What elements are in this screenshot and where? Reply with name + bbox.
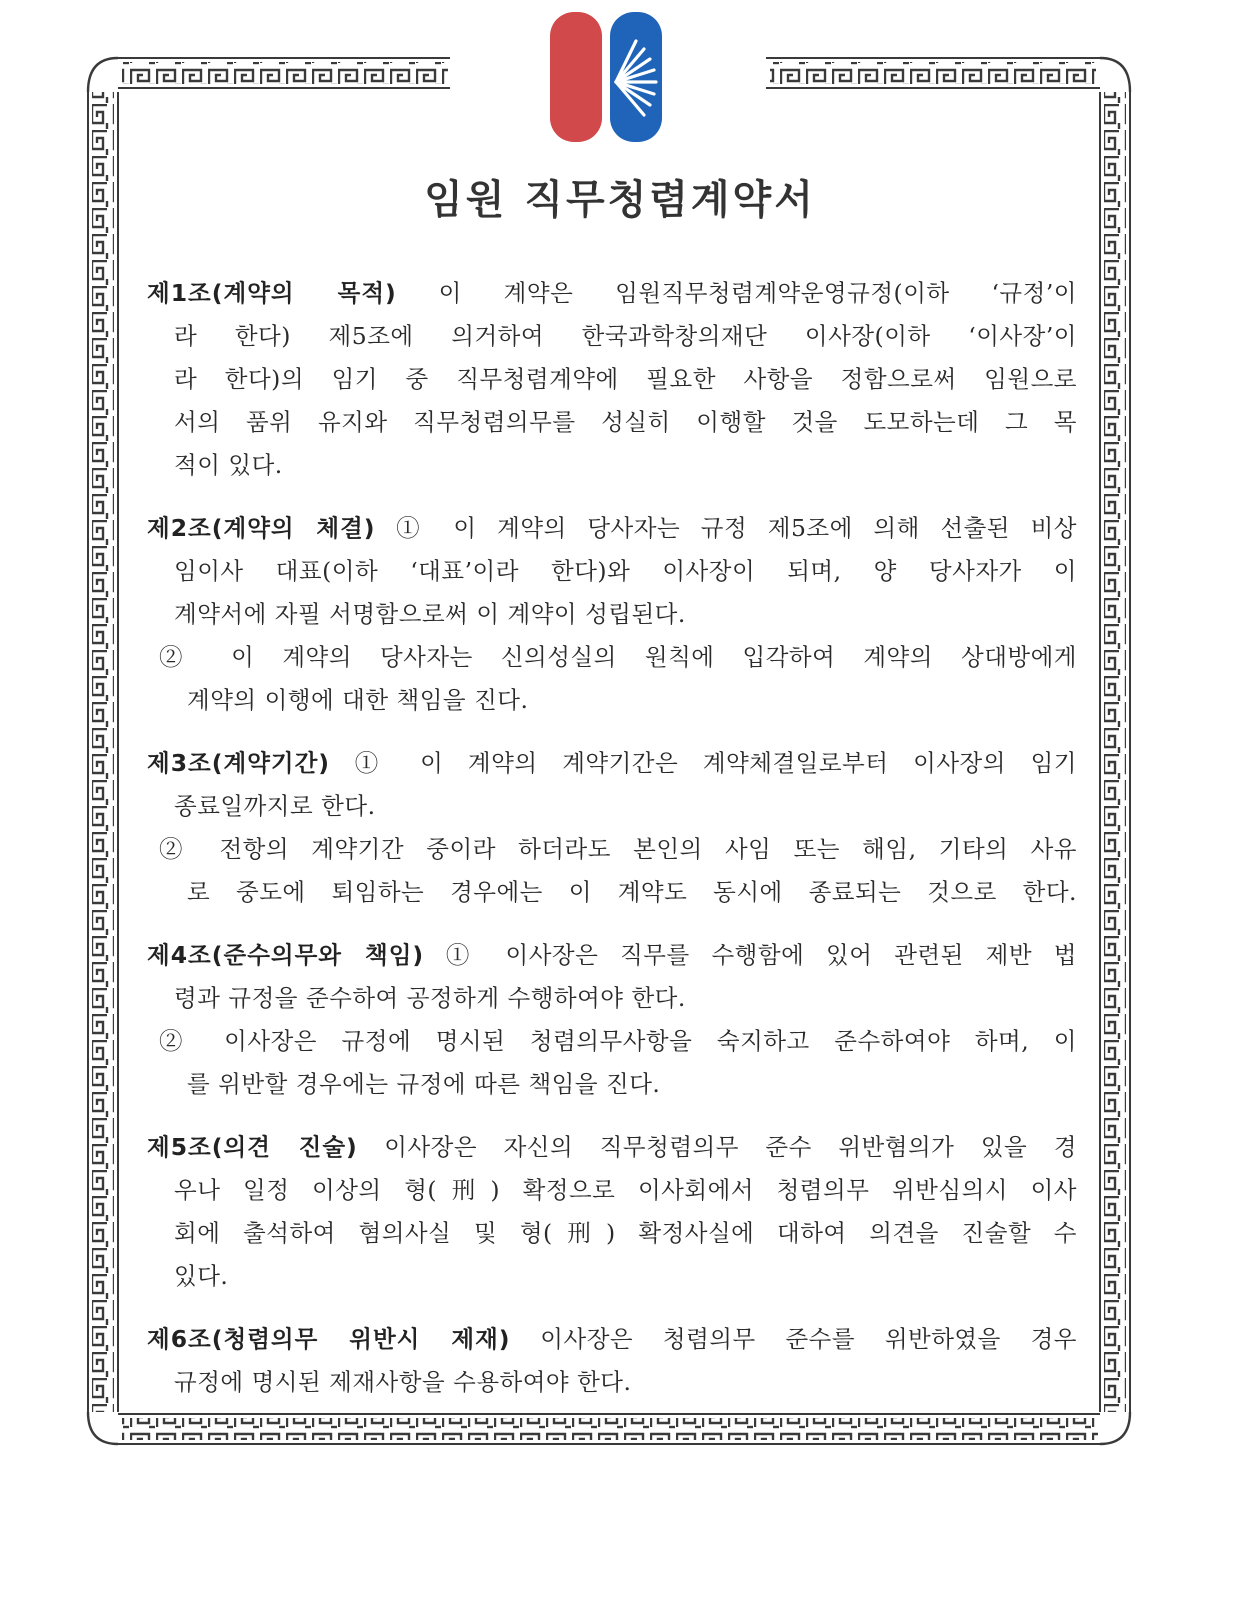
article-2 xyxy=(147,507,1077,722)
article-heading: 제4조(준수의무와 책임) xyxy=(147,941,425,969)
article-line: 회에 출석하여 혐의사실 및 형(刑) 확정사실에 대하여 의견을 진술할 수 xyxy=(174,1219,1077,1247)
article-line xyxy=(147,934,1077,977)
article-heading: 제5조(의견 진술) xyxy=(147,1133,358,1161)
article-1 xyxy=(147,272,1077,487)
border-top-left xyxy=(122,62,448,84)
border-left xyxy=(92,92,114,1412)
article-line: 종료일까지로 한다. xyxy=(174,792,376,820)
corner-bottom-left xyxy=(88,1412,118,1444)
article-line: 계약의 이행에 대한 책임을 진다. xyxy=(187,686,529,714)
article-text: 이사장은 청렴의무 준수를 위반하였을 경우 xyxy=(540,1325,1077,1353)
document-title: 임원 직무청렴계약서 xyxy=(424,176,816,223)
article-text: 이 계약은 임원직무청렴계약운영규정(이하 ‘규정’이 xyxy=(438,279,1077,307)
article-text: ① 이 계약의 계약기간은 계약체결일로부터 이사장의 임기 xyxy=(354,749,1077,777)
article-line xyxy=(147,1126,1077,1169)
article-line: 적이 있다. xyxy=(174,451,283,479)
document-body xyxy=(147,272,1077,1424)
article-line xyxy=(147,507,1077,550)
article-line: 임이사 대표(이하 ‘대표’이라 한다)와 이사장이 되며, 양 당사자가 이 xyxy=(174,557,1077,585)
article-text: ① 이사장은 직무를 수행함에 있어 관련된 제반 법 xyxy=(445,941,1077,969)
article-heading: 제2조(계약의 체결) xyxy=(147,514,376,542)
article-3 xyxy=(147,742,1077,914)
corner-top-right xyxy=(1100,58,1130,92)
article-6 xyxy=(147,1318,1077,1404)
article-line: 규정에 명시된 제재사항을 수용하여야 한다. xyxy=(174,1368,632,1396)
article-line: 로 중도에 퇴임하는 경우에는 이 계약도 동시에 종료되는 것으로 한다. xyxy=(187,878,1077,906)
border-right xyxy=(1104,92,1126,1412)
article-heading: 제3조(계약기간) xyxy=(147,749,331,777)
article-line xyxy=(147,272,1077,315)
article-line: ② 이 계약의 당사자는 신의성실의 원칙에 입각하여 계약의 상대방에게 xyxy=(159,643,1077,671)
article-heading: 제1조(계약의 목적) xyxy=(147,279,397,307)
article-line: 라 한다)의 임기 중 직무청렴계약에 필요한 사항을 정함으로써 임원으로 xyxy=(174,365,1077,393)
article-line: 라 한다) 제5조에 의거하여 한국과학창의재단 이사장(이하 ‘이사장’이 xyxy=(174,322,1077,350)
article-line: 서의 품위 유지와 직무청렴의무를 성실히 이행할 것을 도모하는데 그 목 xyxy=(174,408,1077,436)
article-heading: 제6조(청렴의무 위반시 제재) xyxy=(147,1325,511,1353)
article-line xyxy=(147,742,1077,785)
border-top-right xyxy=(770,62,1096,84)
article-4 xyxy=(147,934,1077,1106)
article-line: 령과 규정을 준수하여 공정하게 수행하여야 한다. xyxy=(174,984,686,1012)
article-5 xyxy=(147,1126,1077,1298)
corner-bottom-right xyxy=(1100,1412,1130,1444)
article-line: 우나 일정 이상의 형(刑) 확정으로 이사회에서 청렴의무 위반심의시 이사 xyxy=(174,1176,1077,1204)
article-text: ① 이 계약의 당사자는 규정 제5조에 의해 선출된 비상 xyxy=(396,514,1077,542)
article-line: ② 이사장은 규정에 명시된 청렴의무사항을 숙지하고 준수하여야 하며, 이 xyxy=(159,1027,1077,1055)
article-line xyxy=(147,1318,1077,1361)
article-line: ② 전항의 계약기간 중이라 하더라도 본인의 사임 또는 해임, 기타의 사유 xyxy=(159,835,1077,863)
article-line: 를 위반할 경우에는 규정에 따른 책임을 진다. xyxy=(187,1070,661,1098)
article-line: 있다. xyxy=(174,1262,229,1290)
corner-top-left xyxy=(88,58,118,92)
article-text: 이사장은 자신의 직무청렴의무 준수 위반혐의가 있을 경 xyxy=(384,1133,1077,1161)
article-line: 계약서에 자필 서명함으로써 이 계약이 성립된다. xyxy=(174,600,686,628)
